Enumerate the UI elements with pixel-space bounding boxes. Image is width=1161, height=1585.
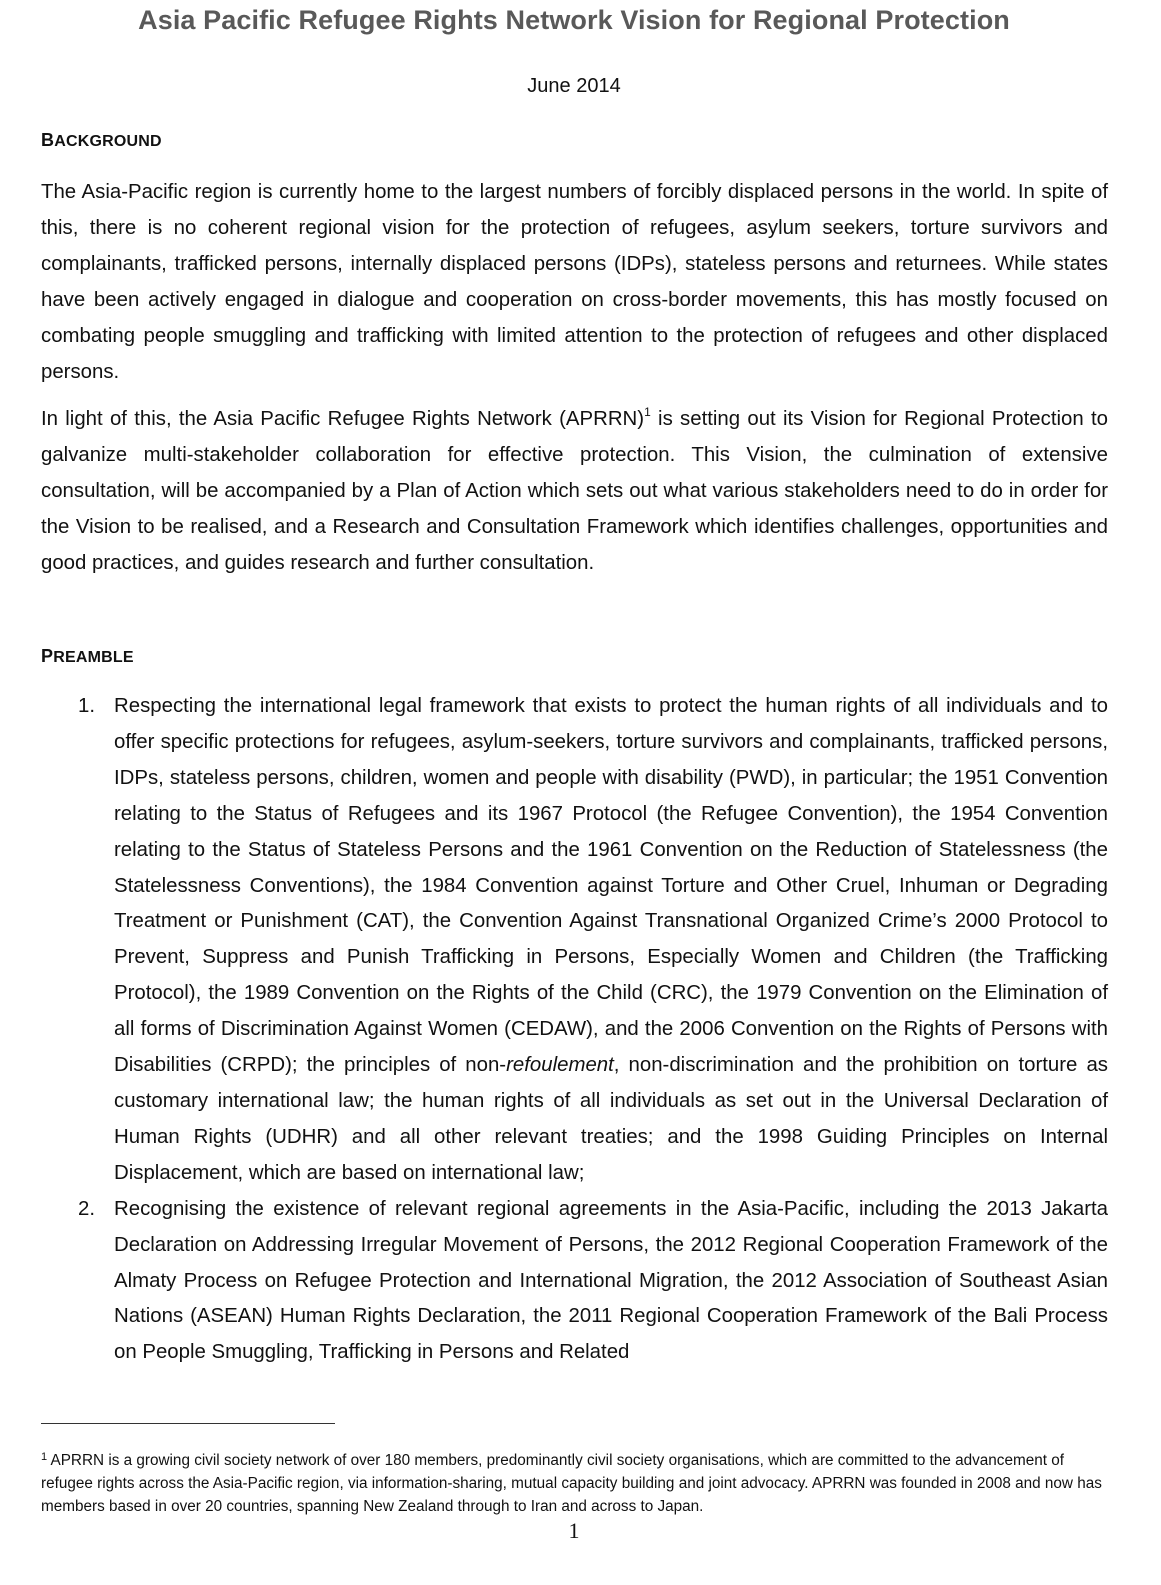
footnote-marker: 1 — [41, 1451, 48, 1463]
page-number: 1 — [568, 1518, 580, 1543]
footnote-reference: 1 — [644, 405, 651, 419]
background-heading-rest: ACKGROUND — [54, 133, 162, 150]
preamble-item-1-italic-term: refoulement — [506, 1054, 614, 1077]
background-paragraph-2-end: is setting out its Vision for Regional Protection to galvanize multi-stakeholder collaboration for effective protection. This Vision, the culmination of extensive consultation, will be accompanied by a Plan of Action which sets out what various stakeholders need to do in order for the Vision to be realised, and a Research and Consultation Framework which identifies challenges, opportunities and good practices, and guides research and further consultation. — [41, 408, 1108, 574]
background-heading — [41, 130, 162, 151]
preamble-item-1-text-end: , non-discrimination and the prohibition on torture as customary international law; the human rights of all individuals as set out in the Universal Declaration of Human Rights (UDHR) and all other relevant treaties; and the 1998 Guiding Principles on Internal Displacement, which are based on international law; — [114, 1054, 1108, 1184]
preamble-item-1-number: 1. — [78, 695, 96, 717]
preamble-item-1 — [41, 689, 1108, 1192]
preamble-item-1-text-start: Respecting the international legal framework that exists to protect the human rights of all individuals and to offer specific protections for refugees, asylum-seekers, torture survivors and complainants, trafficked persons, IDPs, stateless persons, children, women and people with disability (PWD), in particular; the 1951 Convention relating to the Status of Refugees and its 1967 Protocol (the Refugee Convention), the 1954 Convention relating to the Status of Stateless Persons and the 1961 Convention on the Reduction of Statelessness (the Statelessness Conventions), the 1984 Convention against Torture and Other Cruel, Inhuman or Degrading Treatment or Punishment (CAT), the Convention Against Transnational Organized Crime’s 2000 Protocol to Prevent, Suppress and Punish Trafficking in Persons, Especially Women and Children (the Trafficking Protocol), the 1989 Convention on the Rights of the Child (CRC), the 1979 Convention on the Elimination of all forms of Discrimination Against Women (CEDAW), and the 2006 Convention on the Rights of Persons with Disabilities (CRPD); the principles of non- — [114, 695, 1108, 1077]
preamble-heading-initial: P — [41, 646, 54, 666]
preamble-item-2 — [41, 1192, 1108, 1372]
document-date: June 2014 — [527, 75, 621, 97]
preamble-item-2-number: 2. — [78, 1197, 96, 1220]
background-paragraph-2 — [41, 401, 1108, 581]
preamble-heading-rest: REAMBLE — [53, 649, 134, 666]
footnote-separator — [41, 1423, 335, 1424]
footnote — [41, 1449, 1108, 1518]
preamble-list — [41, 689, 1108, 1371]
background-heading-initial: B — [41, 130, 55, 150]
background-paragraph-1: The Asia-Pacific region is currently home to the largest numbers of forcibly displaced persons in the world. In spite of this, there is no coherent regional vision for the protection of refugees, asylum seekers, torture survivors and complainants, trafficked persons, internally displaced persons (IDPs), stateless persons and returnees. While states have been actively engaged in dialogue and cooperation on cross-border movements, this has mostly focused on combating people smuggling and trafficking with limited attention to the protection of refugees and other displaced persons. — [41, 181, 1108, 383]
background-paragraph-2-start: In light of this, the Asia Pacific Refugee Rights Network (APRRN) — [41, 408, 645, 430]
preamble-item-2-text: Recognising the existence of relevant regional agreements in the Asia-Pacific, including the 2013 Jakarta Declaration on Addressing Irregular Movement of Persons, the 2012 Regional Cooperation Framework of the Almaty Process on Refugee Protection and International Migration, the 2012 Association of Southeast Asian Nations (ASEAN) Human Rights Declaration, the 2011 Regional Cooperation Framework of the Bali Process on People Smuggling, Trafficking in Persons and Related — [114, 1197, 1108, 1364]
document-title: Asia Pacific Refugee Rights Network Vision for Regional Protection — [138, 5, 1010, 35]
preamble-heading — [41, 646, 134, 667]
footnote-text: APRRN is a growing civil society network of over 180 members, predominantly civil society organisations, which are committed to the advancement of refugee rights across the Asia-Pacific region, via information-sharing, mutual capacity building and joint advocacy. APRRN was founded in 2008 and now has members based in over 20 countries, spanning New Zealand through to Iran and across to Japan. — [41, 1452, 1102, 1515]
